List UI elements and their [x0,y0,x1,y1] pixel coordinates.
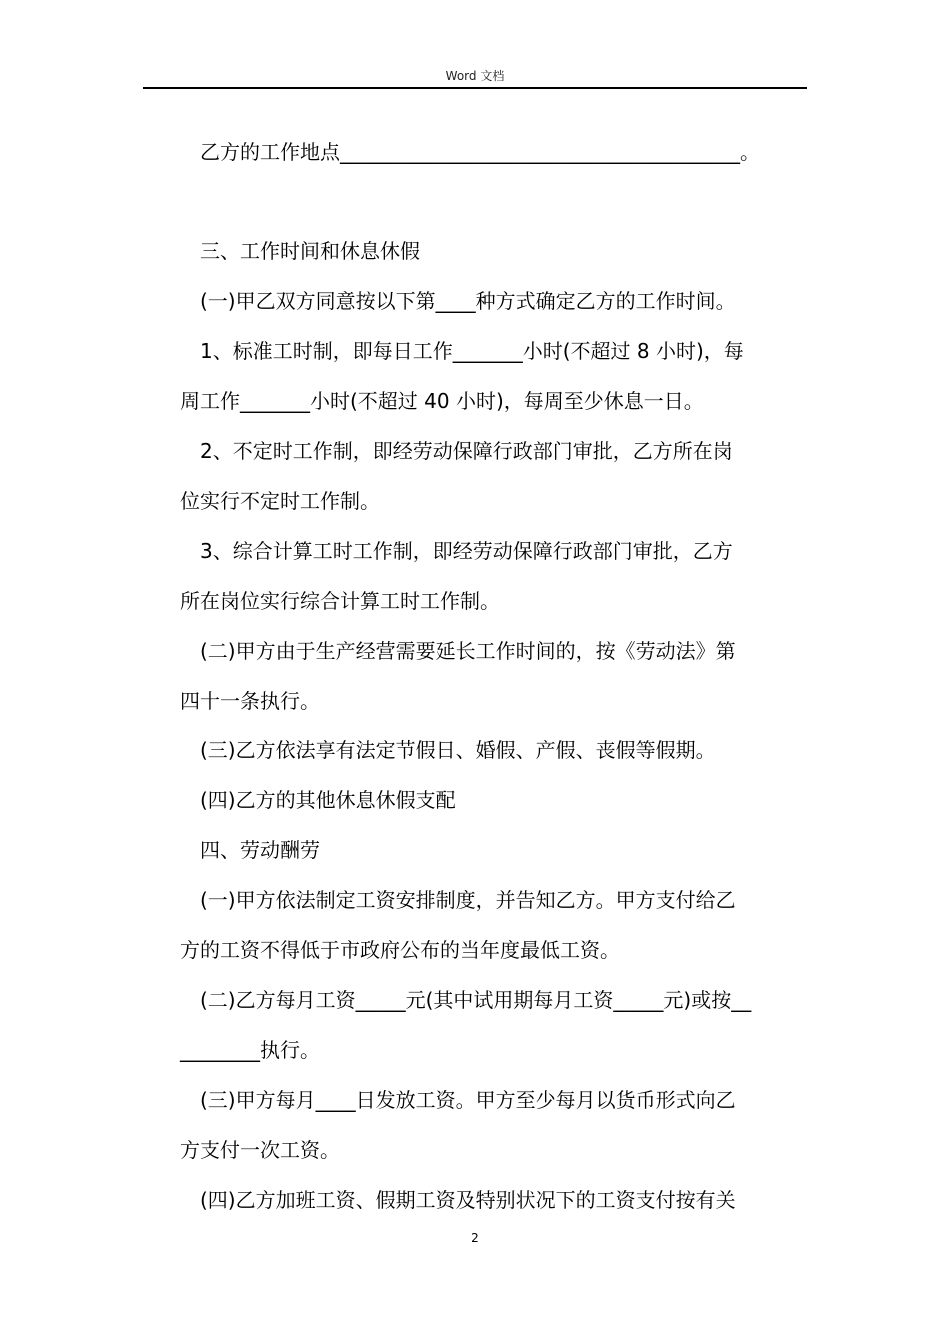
paragraph-line: 3、综合计算工时工作制，即经劳动保障行政部门审批，乙方 [200,539,733,563]
section-heading-work-hours: 三、工作时间和休息休假 [200,239,420,263]
paragraph-line: 位实行不定时工作制。 [180,489,380,513]
paragraph-line: 1、标准工时制，即每日工作_______小时(不超过 8 小时)，每 [200,339,744,363]
paragraph-line: (一)甲乙双方同意按以下第____种方式确定乙方的工作时间。 [200,289,736,313]
page-header: Word 文档 [445,69,505,83]
paragraph-line: 所在岗位实行综合计算工时工作制。 [180,589,500,613]
paragraph-line: 2、不定时工作制，即经劳动保障行政部门审批，乙方所在岗 [200,439,733,463]
page-number: 2 [471,1231,479,1245]
paragraph-line: (一)甲方依法制定工资安排制度，并告知乙方。甲方支付给乙 [200,888,736,912]
header-divider [143,87,807,89]
paragraph-line: (二)乙方每月工资_____元(其中试用期每月工资_____元)或按__ [200,988,752,1012]
paragraph-line: 方支付一次工资。 [180,1138,340,1162]
section-heading-compensation: 四、劳动酬劳 [200,838,320,862]
paragraph-line: 四十一条执行。 [180,689,320,713]
paragraph-line: (三)甲方每月____日发放工资。甲方至少每月以货币形式向乙 [200,1088,736,1112]
paragraph-line: ________执行。 [180,1038,320,1062]
paragraph-line: (二)甲方由于生产经营需要延长工作时间的，按《劳动法》第 [200,639,736,663]
paragraph-line: (四)乙方加班工资、假期工资及特别状况下的工资支付按有关 [200,1188,736,1212]
paragraph-line: 方的工资不得低于市政府公布的当年度最低工资。 [180,938,620,962]
work-location-line: 乙方的工作地点________________________________________。 [200,140,760,164]
paragraph-line: (四)乙方的其他休息休假支配 [200,788,456,812]
paragraph-line: (三)乙方依法享有法定节假日、婚假、产假、丧假等假期。 [200,738,716,762]
paragraph-line: 周工作_______小时(不超过 40 小时)，每周至少休息一日。 [180,389,704,413]
